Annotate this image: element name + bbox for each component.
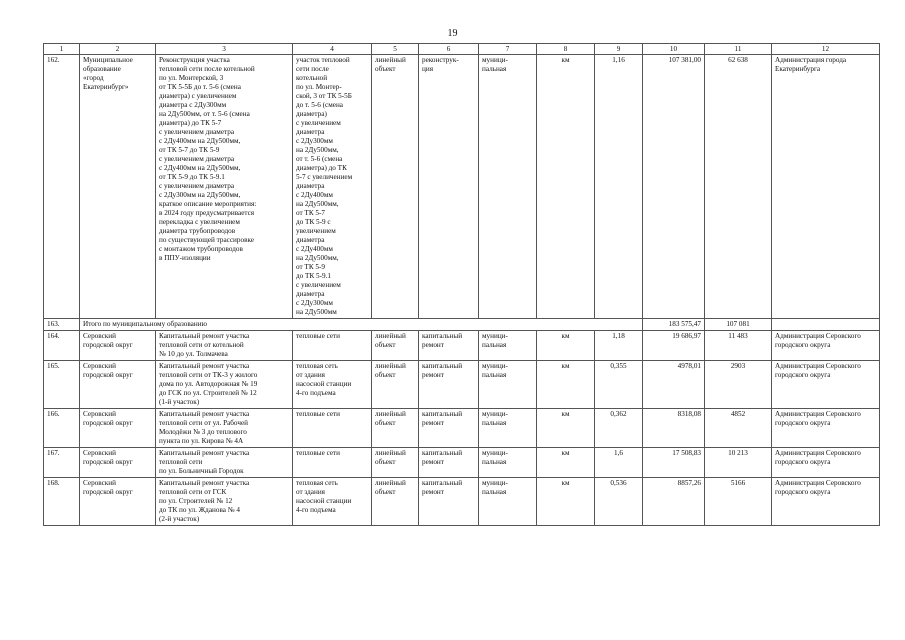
object-type-cell: линейный объект: [372, 55, 419, 319]
program-table: [43, 43, 880, 526]
row-number: 164.: [44, 331, 80, 361]
column-number: 8: [537, 44, 595, 55]
column-number: 11: [705, 44, 772, 55]
unit-cell: км: [537, 55, 595, 319]
municipality-cell: Серовский городской округ: [80, 478, 156, 526]
work-type-cell: капитальный ремонт: [419, 448, 479, 478]
column-11-cell: 4852: [705, 409, 772, 448]
object-type-cell: линейный объект: [372, 448, 419, 478]
ownership-cell: муници- пальная: [479, 448, 537, 478]
total-row: [44, 319, 880, 331]
row-number: 166.: [44, 409, 80, 448]
column-number: 5: [372, 44, 419, 55]
column-number: 10: [643, 44, 705, 55]
event-cell: Капитальный ремонт участка тепловой сети от котельной № 10 до ул. Толмачева: [156, 331, 293, 361]
event-cell: Реконструкция участка тепловой сети после котельной по ул. Монтерской, 3 от ТК 5-5Б до т. 5-6 (смена диаметра) с увеличением диаметра с 2Ду300мм на 2Ду500мм, от т. 5-6 (смена диаметра) до ТК 5-7 с увеличением диаметра с 2Ду400мм на 2Ду500мм, от ТК 5-7 до ТК 5-9 с увеличением диаметра с 2Ду400мм на 2Ду500мм, от ТК 5-9 до ТК 5-9.1 с увеличением диаметра с 2Ду300мм на 2Ду500мм, краткое описание мероприятия: в 2024 году предусматривается перекладка с увеличением диаметра трубопроводов по существующей трассировке с монтажом трубопроводов в ППУ-изоляции: [156, 55, 293, 319]
cost-cell: 8318,08: [643, 409, 705, 448]
empty-cell: [772, 319, 880, 331]
work-type-cell: капитальный ремонт: [419, 361, 479, 409]
column-number: 7: [479, 44, 537, 55]
cost-cell: 107 381,00: [643, 55, 705, 319]
administration-cell: Администрация Серовского городского округа: [772, 448, 880, 478]
page-number: 19: [447, 28, 458, 39]
cost-cell: 17 508,83: [643, 448, 705, 478]
administration-cell: Администрация Серовского городского округа: [772, 361, 880, 409]
ownership-cell: муници- пальная: [479, 409, 537, 448]
administration-cell: Администрация Серовского городского округа: [772, 409, 880, 448]
cost-cell: 4978,01: [643, 361, 705, 409]
quantity-cell: 0,362: [595, 409, 643, 448]
column-11-cell: 11 483: [705, 331, 772, 361]
row-number: 165.: [44, 361, 80, 409]
total-label: Итого по муниципальному образованию: [80, 319, 643, 331]
row-number: 168.: [44, 478, 80, 526]
row-number: 167.: [44, 448, 80, 478]
table-row: [44, 448, 880, 478]
quantity-cell: 0,355: [595, 361, 643, 409]
column-11-cell: 2903: [705, 361, 772, 409]
column-number: 9: [595, 44, 643, 55]
total-column-11-cell: 107 081: [705, 319, 772, 331]
work-type-cell: капитальный ремонт: [419, 478, 479, 526]
column-number: 1: [44, 44, 80, 55]
table-row: [44, 55, 880, 319]
object-cell: тепловые сети: [293, 448, 372, 478]
object-cell: участок тепловой сети после котельной по ул. Монтер- ской, 3 от ТК 5-5Б до т. 5-6 (смена диаметра) с увеличением диаметра с 2Ду300мм на 2Ду500мм, от т. 5-6 (смена диаметра) до ТК 5-7 с увеличением диаметра с 2Ду400мм на 2Ду500мм, от ТК 5-7 до ТК 5-9 с увеличением диаметра с 2Ду400мм на 2Ду500мм, от ТК 5-9 до ТК 5-9.1 с увеличением диаметра с 2Ду300мм на 2Ду500мм: [293, 55, 372, 319]
column-number: 2: [80, 44, 156, 55]
work-type-cell: капитальный ремонт: [419, 331, 479, 361]
cost-cell: 19 686,97: [643, 331, 705, 361]
ownership-cell: муници- пальная: [479, 478, 537, 526]
column-11-cell: 62 638: [705, 55, 772, 319]
object-cell: тепловые сети: [293, 409, 372, 448]
object-type-cell: линейный объект: [372, 478, 419, 526]
table-row: [44, 361, 880, 409]
column-number: 3: [156, 44, 293, 55]
quantity-cell: 1,6: [595, 448, 643, 478]
quantity-cell: 0,536: [595, 478, 643, 526]
column-11-cell: 5166: [705, 478, 772, 526]
table-row: [44, 331, 880, 361]
column-number: 6: [419, 44, 479, 55]
unit-cell: км: [537, 361, 595, 409]
administration-cell: Администрация Серовского городского округа: [772, 478, 880, 526]
object-type-cell: линейный объект: [372, 331, 419, 361]
ownership-cell: муници- пальная: [479, 55, 537, 319]
table-row: [44, 409, 880, 448]
cost-cell: 8857,26: [643, 478, 705, 526]
unit-cell: км: [537, 478, 595, 526]
quantity-cell: 1,16: [595, 55, 643, 319]
column-number: 12: [772, 44, 880, 55]
column-number-row: [44, 44, 880, 55]
table-row: [44, 478, 880, 526]
quantity-cell: 1,18: [595, 331, 643, 361]
object-cell: тепловые сети: [293, 331, 372, 361]
ownership-cell: муници- пальная: [479, 331, 537, 361]
ownership-cell: муници- пальная: [479, 361, 537, 409]
municipality-cell: Муниципальное образование «город Екатеринбург»: [80, 55, 156, 319]
unit-cell: км: [537, 331, 595, 361]
administration-cell: Администрация города Екатеринбурга: [772, 55, 880, 319]
total-cost-cell: 183 575,47: [643, 319, 705, 331]
unit-cell: км: [537, 448, 595, 478]
unit-cell: км: [537, 409, 595, 448]
event-cell: Капитальный ремонт участка тепловой сети по ул. Больничный Городок: [156, 448, 293, 478]
municipality-cell: Серовский городской округ: [80, 361, 156, 409]
object-cell: тепловая сеть от здания насосной станции 4-го подъема: [293, 478, 372, 526]
row-number: 163.: [44, 319, 80, 331]
row-number: 162.: [44, 55, 80, 319]
event-cell: Капитальный ремонт участка тепловой сети от ТК-3 у жилого дома по ул. Автодорожная № 19 до ГСК по ул. Строителей № 12 (1-й участок): [156, 361, 293, 409]
municipality-cell: Серовский городской округ: [80, 409, 156, 448]
column-11-cell: 10 213: [705, 448, 772, 478]
event-cell: Капитальный ремонт участка тепловой сети от ГСК по ул. Строителей № 12 до ТК по ул. Жданова № 4 (2-й участок): [156, 478, 293, 526]
object-type-cell: линейный объект: [372, 409, 419, 448]
municipality-cell: Серовский городской округ: [80, 331, 156, 361]
work-type-cell: реконструк- ция: [419, 55, 479, 319]
administration-cell: Администрация Серовского городского округа: [772, 331, 880, 361]
object-type-cell: линейный объект: [372, 361, 419, 409]
work-type-cell: капитальный ремонт: [419, 409, 479, 448]
municipality-cell: Серовский городской округ: [80, 448, 156, 478]
event-cell: Капитальный ремонт участка тепловой сети от ул. Рабочей Молодёжи № 3 до теплового пункта по ул. Кирова № 4А: [156, 409, 293, 448]
column-number: 4: [293, 44, 372, 55]
object-cell: тепловая сеть от здания насосной станции 4-го подъема: [293, 361, 372, 409]
